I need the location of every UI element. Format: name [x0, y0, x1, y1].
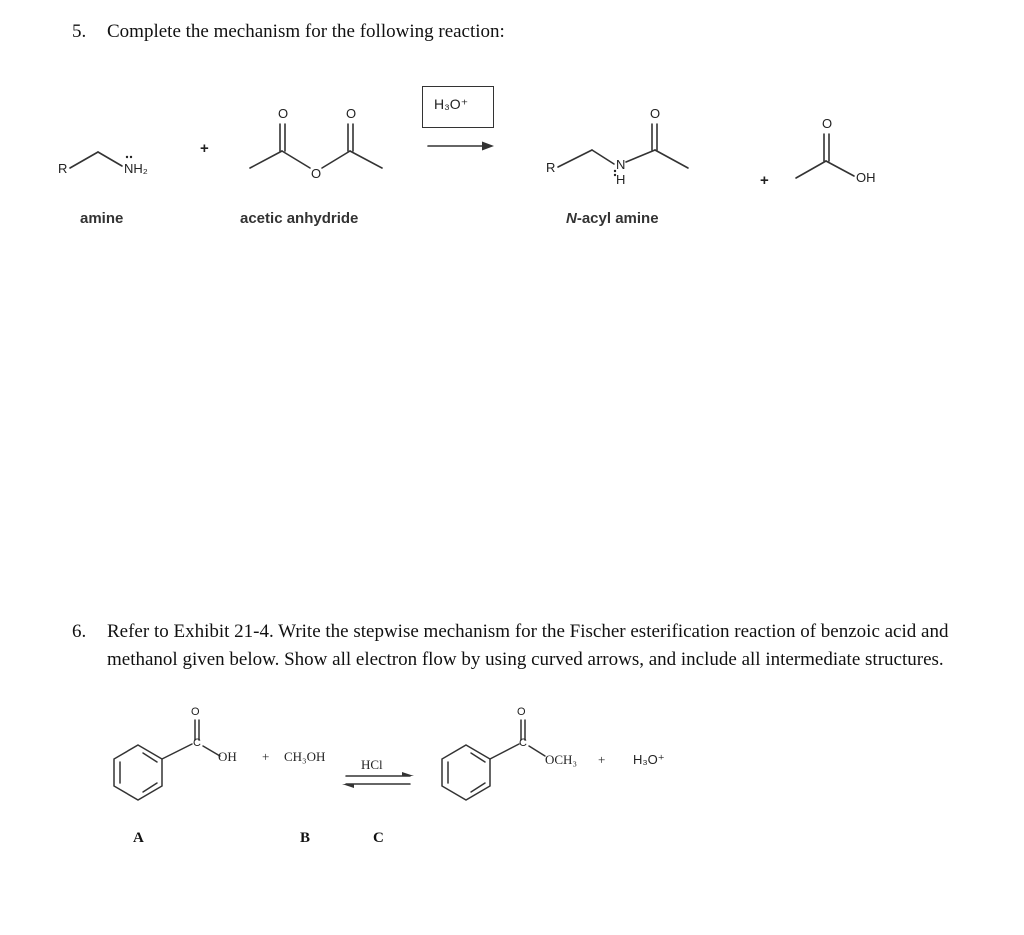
- label-acetic-anhydride: acetic anhydride: [240, 210, 359, 227]
- nacyl-n-atom: N: [616, 157, 626, 172]
- nh2-lone-pair-dot-1: [126, 156, 128, 158]
- nacyl-bond-3: [626, 150, 655, 162]
- label-c: C: [373, 830, 384, 846]
- acid-carbonyl-o: O: [822, 116, 833, 131]
- reverse-half-head: [342, 784, 354, 788]
- nacyl-carbonyl-o: O: [650, 106, 661, 121]
- anhydride-bond-1: [250, 151, 282, 168]
- anhydride-carbonyl-o2: O: [346, 106, 357, 121]
- label-a: A: [133, 830, 144, 846]
- label-n-acyl-prefix: N: [566, 210, 577, 227]
- ring1-to-carbonyl: [162, 744, 192, 759]
- acid-oh: OH: [856, 170, 876, 185]
- catalyst-hcl: HCl: [361, 757, 383, 772]
- anhydride-bond-2: [282, 151, 310, 168]
- amine-r-group: R: [58, 161, 68, 176]
- product-och3: OCH₃: [545, 752, 577, 767]
- product-h3o: H₃O⁺: [633, 752, 665, 767]
- acid-bond-1: [796, 161, 826, 178]
- condition-h3o: H₃O⁺: [434, 96, 469, 112]
- plus-sign-4: +: [598, 752, 606, 767]
- plus-sign-1: +: [200, 140, 209, 157]
- nacyl-h-atom: H: [616, 172, 626, 187]
- nh2-lone-pair-dot-2: [130, 156, 132, 158]
- label-n-acyl-rest: -acyl amine: [576, 210, 659, 227]
- benzene-ring-reactant: [114, 745, 162, 800]
- amine-bond-2: [98, 152, 122, 166]
- ring2-to-carbonyl: [490, 744, 519, 759]
- plus-sign-2: +: [760, 172, 769, 189]
- question-6-number: 6.: [72, 621, 87, 642]
- plus-sign-3: +: [262, 749, 270, 764]
- amine-bond-1: [70, 152, 98, 168]
- nacyl-bond-4: [655, 150, 688, 168]
- nacyl-bond-2: [592, 150, 614, 164]
- label-b: B: [300, 830, 311, 846]
- nacyl-bond-1: [558, 150, 592, 167]
- label-n-acyl-amine: [566, 210, 659, 227]
- benzene-ring-product: [442, 745, 490, 800]
- methanol: CH₃OH: [284, 749, 326, 764]
- question-6-text: Refer to Exhibit 21-4. Write the stepwise mechanism for the Fischer esterification reaction of benzoic acid and methanol given below. Show all electron flow by using curved arrows, and include all intermediate structures.: [107, 621, 949, 670]
- anhydride-bond-3: [322, 151, 350, 168]
- reactant-oh: OH: [218, 749, 237, 764]
- reactant-carbonyl-o: O: [191, 706, 200, 718]
- product-carbonyl-c: C: [519, 737, 527, 749]
- question-6: [72, 618, 972, 708]
- question-5-text: Complete the mechanism for the following reaction:: [107, 21, 505, 42]
- q5-arrow-head: [482, 142, 494, 151]
- anhydride-carbonyl-o1: O: [278, 106, 289, 121]
- carbonyl2-to-och3: [529, 746, 545, 756]
- question-5-number: 5.: [72, 21, 87, 42]
- nacyl-r-group: R: [546, 160, 556, 175]
- anhydride-bridge-o: O: [311, 166, 322, 181]
- forward-half-head: [402, 772, 414, 776]
- acid-bond-2: [826, 161, 854, 176]
- label-amine: amine: [80, 210, 124, 227]
- reactant-carbonyl-c: C: [193, 737, 201, 749]
- product-carbonyl-o: O: [517, 706, 526, 718]
- anhydride-bond-4: [350, 151, 382, 168]
- amine-nh2: NH₂: [124, 161, 148, 176]
